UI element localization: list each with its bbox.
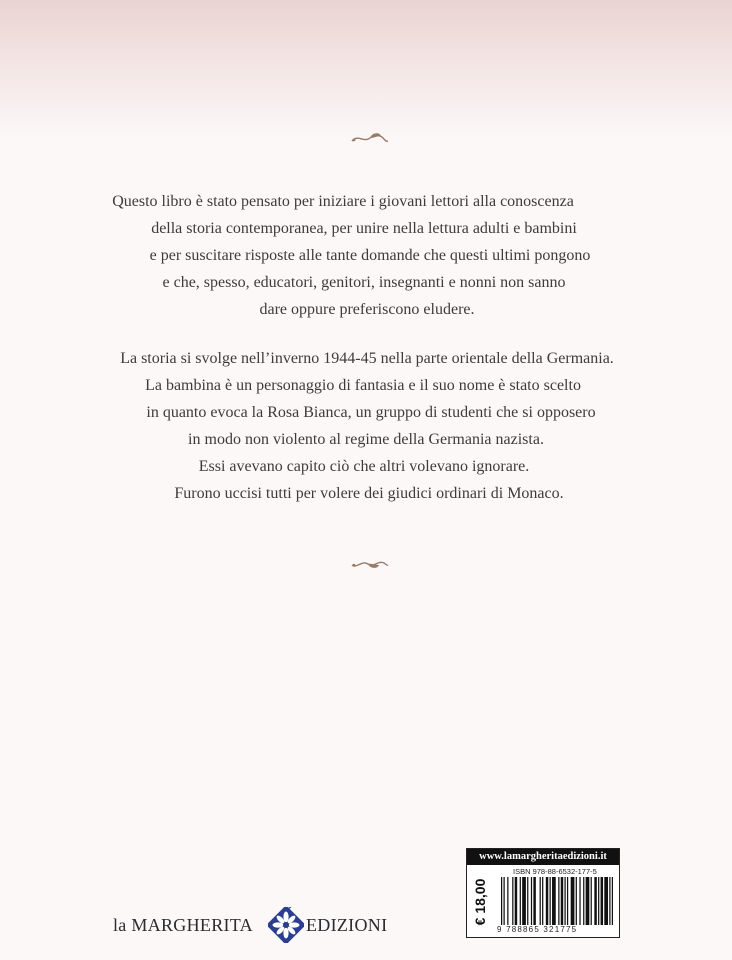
text-line: e che, spesso, educatori, genitori, insegnanti e nonni non sanno — [162, 274, 566, 291]
text-line: dare oppure preferiscono eludere. — [259, 301, 475, 318]
text-line: Essi avevano capito ciò che altri volevano ignorare. — [198, 458, 530, 475]
publisher-logo — [113, 903, 403, 943]
text-line: in quanto evoca la Rosa Bianca, un gruppo di studenti che si opposero — [146, 404, 596, 421]
isbn-text: ISBN 978-88-6532-177-5 — [513, 867, 597, 876]
margherita-flower-logo-icon — [268, 907, 304, 943]
text-line: Furono uccisi tutti per volere dei giudici ordinari di Monaco. — [174, 485, 564, 502]
publisher-name-right: EDIZIONI — [306, 915, 388, 935]
barcode-bars — [499, 877, 615, 925]
intro-paragraph — [0, 188, 732, 323]
publisher-name-left: la MARGHERITA — [113, 915, 253, 935]
price-tag — [470, 871, 490, 933]
text-line: La storia si svolge nell’inverno 1944-45 nella parte orientale della Germania. — [120, 350, 614, 367]
text-line: Questo libro è stato pensato per iniziare i giovani lettori alla conoscenza — [112, 193, 574, 210]
flourish-ornament-icon — [350, 130, 390, 146]
flourish-ornament-icon — [350, 556, 390, 572]
text-line: in modo non violento al regime della Germania nazista. — [188, 431, 544, 448]
text-line: e per suscitare risposte alle tante domande che questi ultimi pongono — [149, 247, 591, 264]
top-color-wash — [0, 0, 732, 140]
story-paragraph — [0, 345, 732, 507]
text-line: della storia contemporanea, per unire nella lettura adulti e bambini — [151, 220, 577, 237]
price-text: € 18,00 — [472, 878, 488, 926]
publisher-url: www.lamargheritaedizioni.it — [467, 849, 619, 865]
text-line: La bambina è un personaggio di fantasia e il suo nome è stato scelto — [145, 377, 581, 394]
barcode-label — [466, 848, 620, 938]
ean-digits: 9 788865 321775 — [497, 925, 578, 934]
